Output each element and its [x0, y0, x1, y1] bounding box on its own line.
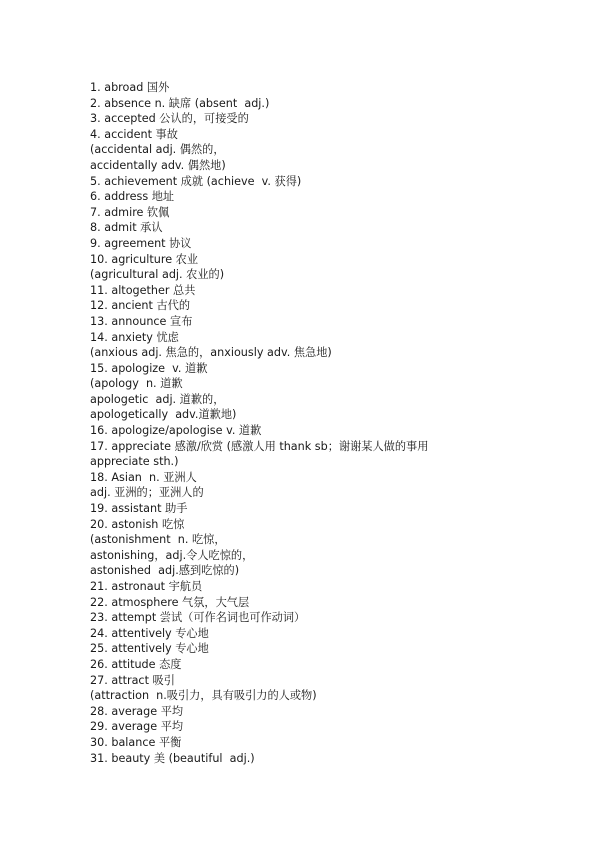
vocab-line: 29. average 平均 [90, 720, 184, 734]
vocab-line: 17. appreciate 感激/欣赏 (感激人用 thank sb；谢谢某人做的事用 [90, 439, 429, 453]
vocab-line: 27. attract 吸引 [90, 673, 175, 687]
vocab-line: 20. astonish 吃惊 [90, 517, 185, 531]
vocab-line: 3. accepted 公认的，可接受的 [90, 112, 249, 126]
vocab-line: 23. attempt 尝试（可作名词也可作动词） [90, 611, 306, 625]
vocab-line: 12. ancient 古代的 [90, 299, 191, 313]
vocab-line: 8. admit 承认 [90, 221, 163, 235]
vocab-line: 31. beauty 美 (beautiful adj.) [90, 751, 255, 765]
vocab-line: apologetic adj. 道歉的， [90, 392, 225, 406]
vocab-line: 28. average 平均 [90, 704, 184, 718]
vocab-line: astonishing，adj.令人吃惊的， [90, 548, 254, 562]
vocab-line: 1. abroad 国外 [90, 81, 170, 94]
vocab-line: (astonishment n. 吃惊， [90, 533, 226, 547]
vocab-line: 13. announce 宣布 [90, 314, 193, 328]
vocab-line: 9. agreement 协议 [90, 236, 192, 250]
vocab-line: 22. atmosphere 气氛，大气层 [90, 595, 250, 609]
vocab-line: adj. 亚洲的；亚洲人的 [90, 486, 204, 500]
vocab-line: 25. attentively 专心地 [90, 642, 209, 656]
vocab-line: 30. balance 平衡 [90, 735, 182, 749]
vocab-line: 19. assistant 助手 [90, 502, 188, 516]
vocab-line: 10. agriculture 农业 [90, 252, 199, 266]
vocab-line: apologetically adv.道歉地) [90, 408, 237, 422]
vocab-line: 26. attitude 态度 [90, 657, 182, 671]
vocab-line: appreciate sth.) [90, 455, 179, 469]
vocab-line: (agricultural adj. 农业的) [90, 268, 225, 282]
vocab-line: (attraction n.吸引力，具有吸引力的人或物) [90, 689, 317, 703]
vocab-line: 5. achievement 成就 (achieve v. 获得) [90, 174, 302, 188]
vocabulary-list [90, 80, 510, 766]
vocab-line: (apology n. 道歉 [90, 377, 183, 391]
vocab-line: 21. astronaut 宇航员 [90, 580, 203, 593]
vocab-line: 15. apologize v. 道歉 [90, 361, 208, 375]
vocab-line: (accidental adj. 偶然的， [90, 143, 225, 157]
vocab-line: (anxious adj. 焦急的，anxiously adv. 焦急地) [90, 346, 332, 360]
vocab-line: 18. Asian n. 亚洲人 [90, 470, 197, 484]
vocab-line: accidentally adv. 偶然地) [90, 158, 226, 172]
vocab-line: 4. accident 事故 [90, 127, 178, 141]
vocab-line: 6. address 地址 [90, 190, 175, 204]
vocab-line: 11. altogether 总共 [90, 283, 196, 297]
vocab-line: 16. apologize/apologise v. 道歉 [90, 424, 262, 438]
vocab-line: 7. admire 钦佩 [90, 205, 170, 219]
vocab-line: 2. absence n. 缺席 (absent adj.) [90, 96, 270, 110]
vocab-line: 24. attentively 专心地 [90, 626, 209, 640]
vocab-line: astonished adj.感到吃惊的) [90, 564, 240, 578]
vocab-line: 14. anxiety 忧虑 [90, 330, 179, 344]
